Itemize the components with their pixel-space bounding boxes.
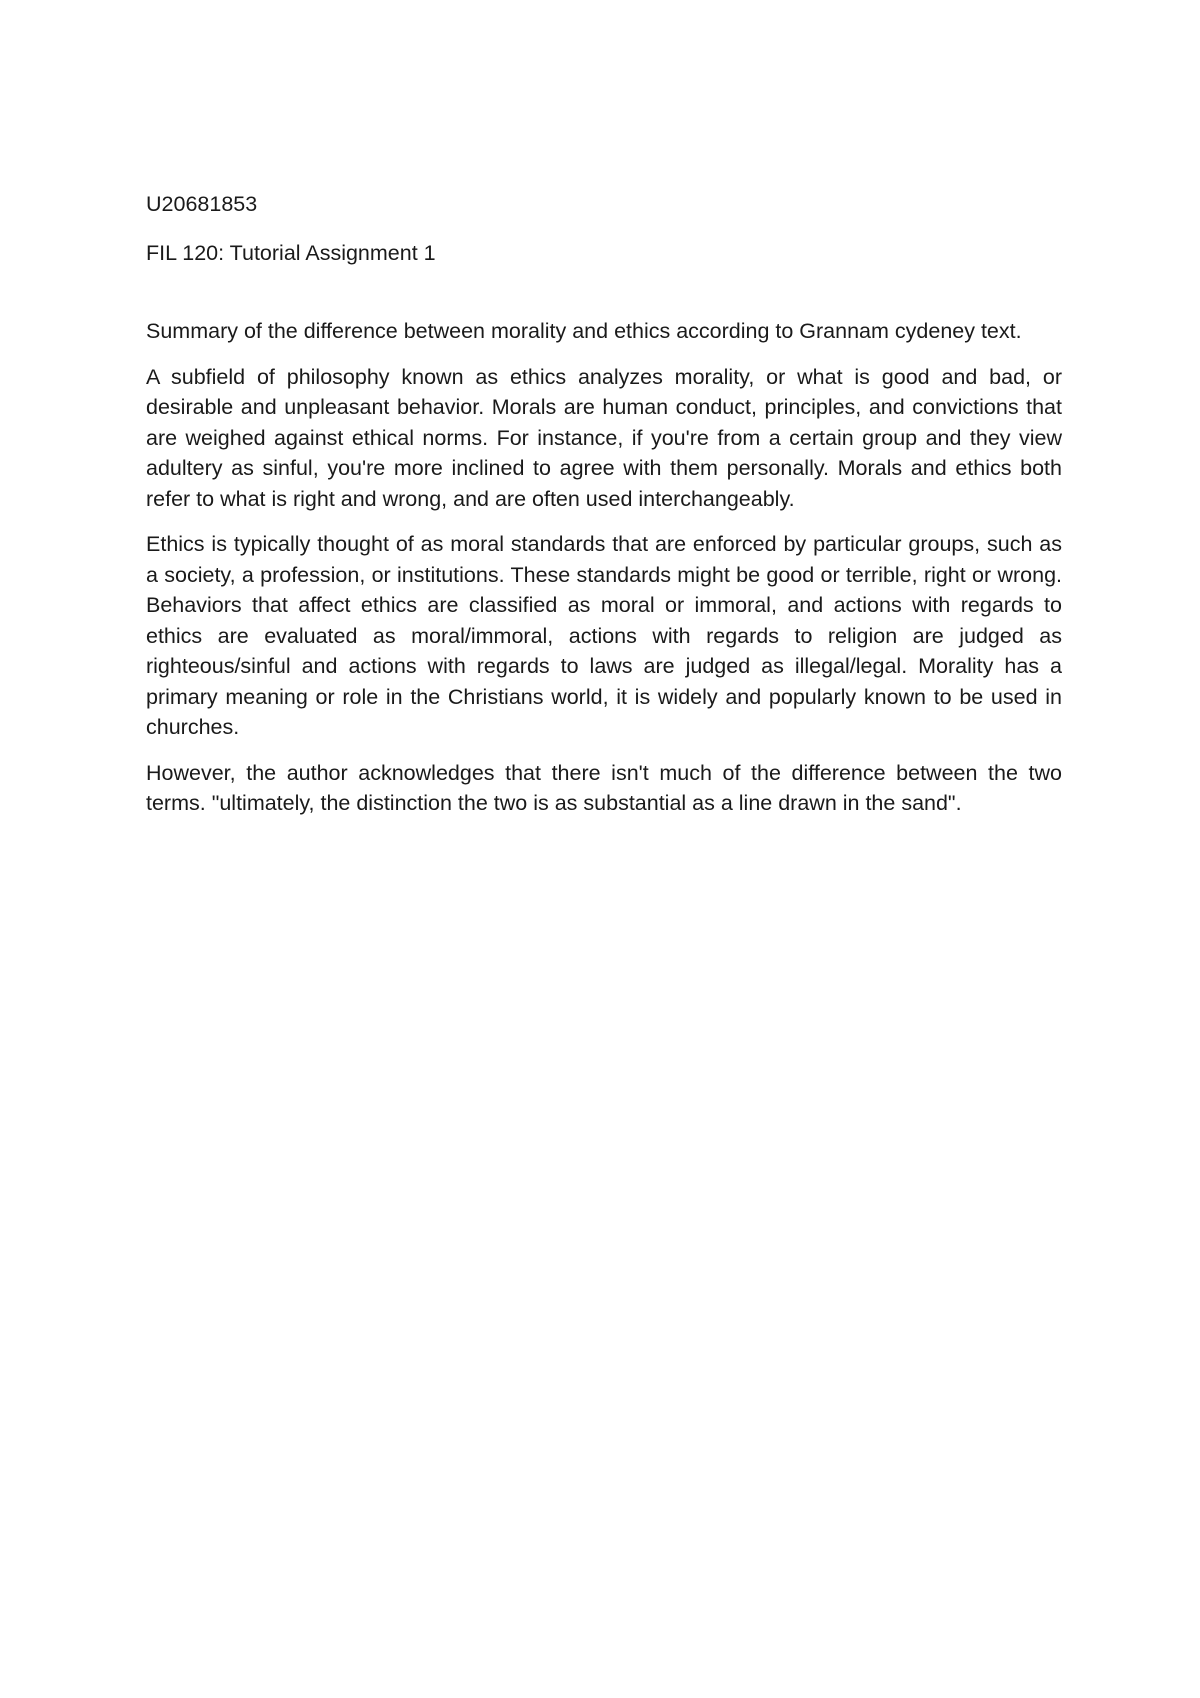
body-paragraph-2: Ethics is typically thought of as moral standards that are enforced by particular groups, such as a society, a profession, or institutions. These standards might be good or terrible, right or wrong. Behaviors that affect ethics are classified as moral or immoral, and actions with regards to ethics are evaluated as moral/immoral, actions with regards to religion are judged as righteous/sinful and actions with regards to laws are judged as illegal/legal. Morality has a primary meaning or role in the Christians world, it is widely and popularly known to be used in churches. — [146, 532, 1062, 739]
summary-heading-paragraph: Summary of the difference between morality and ethics according to Grannam cydeney text. — [146, 319, 1022, 343]
body-paragraph-1: A subfield of philosophy known as ethics analyzes morality, or what is good and bad, or desirable and unpleasant behavior. Morals are human conduct, principles, and convictions that are weighed against ethical norms. For instance, if you're from a certain group and they view adultery as sinful, you're more inclined to agree with them personally. Morals and ethics both refer to what is right and wrong, and are often used interchangeably. — [146, 364, 1062, 511]
document-body — [146, 189, 1062, 834]
body-paragraph-3: However, the author acknowledges that there isn't much of the difference between the two terms. "ultimately, the distinction the two is as substantial as a line drawn in the sand". — [146, 760, 1062, 815]
course-title: FIL 120: Tutorial Assignment 1 — [146, 240, 436, 265]
student-id: U20681853 — [146, 192, 258, 216]
